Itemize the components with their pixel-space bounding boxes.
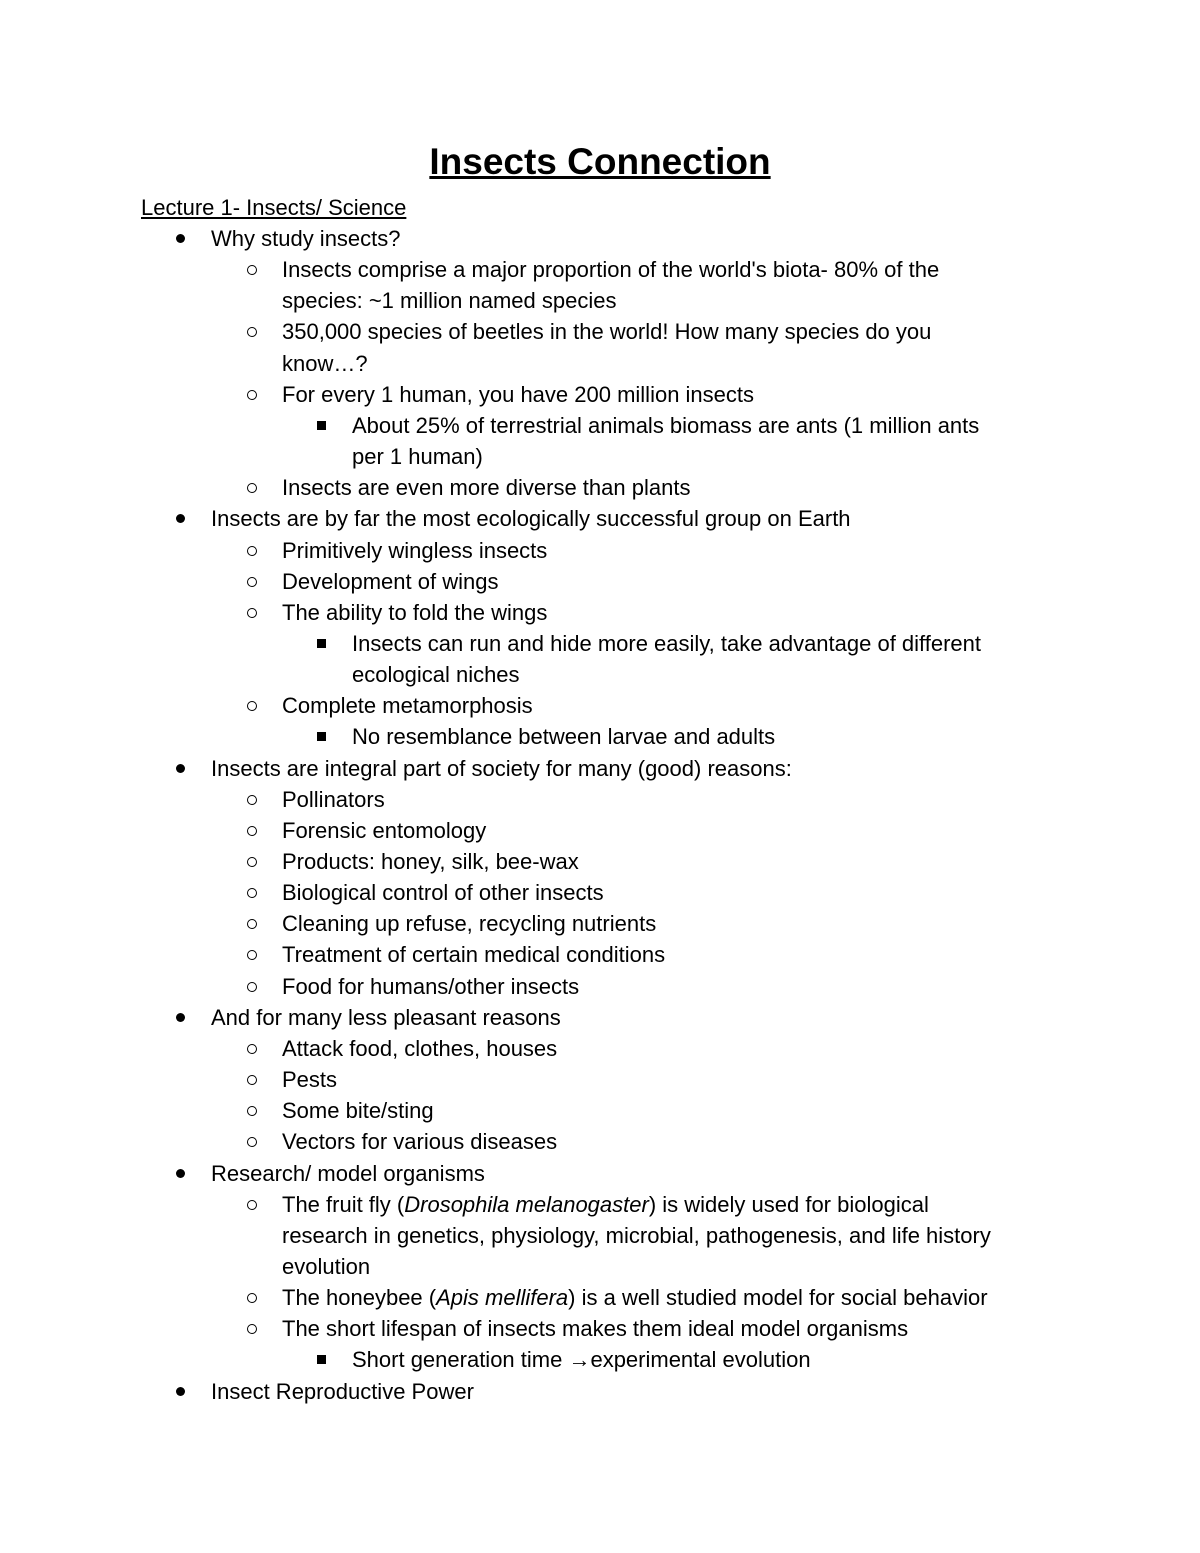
bullet-circle-icon: [247, 1064, 257, 1095]
list-item: Insects can run and hide more easily, take advantage of different: [352, 631, 982, 656]
list-item: No resemblance between larvae and adults: [352, 724, 776, 749]
list-item: Short generation time →experimental evolution: [352, 1347, 811, 1372]
bullet-dot-icon: [176, 503, 185, 534]
bullet-circle-icon: [247, 254, 257, 285]
list-item: Research/ model organisms: [211, 1161, 485, 1186]
bullet-circle-icon: [247, 784, 257, 815]
bullet-circle-icon: [247, 877, 257, 908]
list-item: Cleaning up refuse, recycling nutrients: [282, 911, 657, 936]
text-run: The honeybee (: [282, 1285, 437, 1310]
bullet-circle-icon: [247, 690, 257, 721]
list-item: Insects comprise a major proportion of the world's biota- 80% of the: [282, 257, 940, 282]
bullet-circle-icon: [247, 1189, 257, 1220]
list-item: evolution: [282, 1254, 371, 1279]
bullet-circle-icon: [247, 1126, 257, 1157]
list-item: For every 1 human, you have 200 million insects: [282, 382, 755, 407]
list-item: [282, 1189, 929, 1220]
list-item: Pollinators: [282, 787, 385, 812]
bullet-dot-icon: [176, 1002, 185, 1033]
list-item: Some bite/sting: [282, 1098, 434, 1123]
bullet-circle-icon: [247, 597, 257, 628]
bullet-circle-icon: [247, 939, 257, 970]
bullet-circle-icon: [247, 472, 257, 503]
list-item: Vectors for various diseases: [282, 1129, 558, 1154]
list-item: research in genetics, physiology, microbial, pathogenesis, and life history: [282, 1223, 991, 1248]
list-item: The short lifespan of insects makes them ideal model organisms: [282, 1316, 909, 1341]
list-item: Primitively wingless insects: [282, 538, 548, 563]
bullet-circle-icon: [247, 908, 257, 939]
list-item: Products: honey, silk, bee-wax: [282, 849, 579, 874]
list-item: Insects are integral part of society for many (good) reasons:: [211, 756, 792, 781]
bullet-circle-icon: [247, 1095, 257, 1126]
bullet-square-icon: [317, 1344, 326, 1375]
list-item: Insects are by far the most ecologically successful group on Earth: [211, 506, 851, 531]
text-run: ) is widely used for biological: [648, 1192, 929, 1217]
bullet-circle-icon: [247, 566, 257, 597]
bullet-square-icon: [317, 721, 326, 752]
list-item: per 1 human): [352, 444, 483, 469]
list-item: species: ~1 million named species: [282, 288, 617, 313]
list-item: Treatment of certain medical conditions: [282, 942, 666, 967]
bullet-circle-icon: [247, 1313, 257, 1344]
bullet-square-icon: [317, 410, 326, 441]
page-title: Insects Connection: [429, 141, 771, 182]
list-item: Food for humans/other insects: [282, 974, 580, 999]
lecture-heading: Lecture 1- Insects/ Science: [141, 195, 407, 220]
list-item: 350,000 species of beetles in the world! How many species do you: [282, 319, 932, 344]
list-item: And for many less pleasant reasons: [211, 1005, 561, 1030]
bullet-circle-icon: [247, 316, 257, 347]
species-name: Apis mellifera: [436, 1285, 569, 1310]
list-item: Development of wings: [282, 569, 499, 594]
list-item: Attack food, clothes, houses: [282, 1036, 558, 1061]
text-run: The fruit fly (: [282, 1192, 405, 1217]
species-name: Drosophila melanogaster: [404, 1192, 649, 1217]
list-item: Biological control of other insects: [282, 880, 604, 905]
bullet-circle-icon: [247, 1033, 257, 1064]
bullet-square-icon: [317, 628, 326, 659]
list-item: ecological niches: [352, 662, 520, 687]
list-item: Complete metamorphosis: [282, 693, 533, 718]
list-item: Why study insects?: [211, 226, 401, 251]
bullet-dot-icon: [176, 1158, 185, 1189]
bullet-circle-icon: [247, 971, 257, 1002]
list-item: The ability to fold the wings: [282, 600, 548, 625]
bullet-dot-icon: [176, 753, 185, 784]
list-item: Insects are even more diverse than plants: [282, 475, 691, 500]
bullet-circle-icon: [247, 1282, 257, 1313]
text-run: ) is a well studied model for social behavior: [568, 1285, 988, 1310]
bullet-circle-icon: [247, 379, 257, 410]
bullet-circle-icon: [247, 535, 257, 566]
list-item: know…?: [282, 351, 368, 376]
list-item: About 25% of terrestrial animals biomass are ants (1 million ants: [352, 413, 980, 438]
bullet-dot-icon: [176, 1376, 185, 1407]
bullet-circle-icon: [247, 846, 257, 877]
list-item: Forensic entomology: [282, 818, 487, 843]
list-item: [282, 1282, 988, 1313]
bullet-circle-icon: [247, 815, 257, 846]
list-item: Insect Reproductive Power: [211, 1379, 474, 1404]
bullet-dot-icon: [176, 223, 185, 254]
list-item: Pests: [282, 1067, 338, 1092]
